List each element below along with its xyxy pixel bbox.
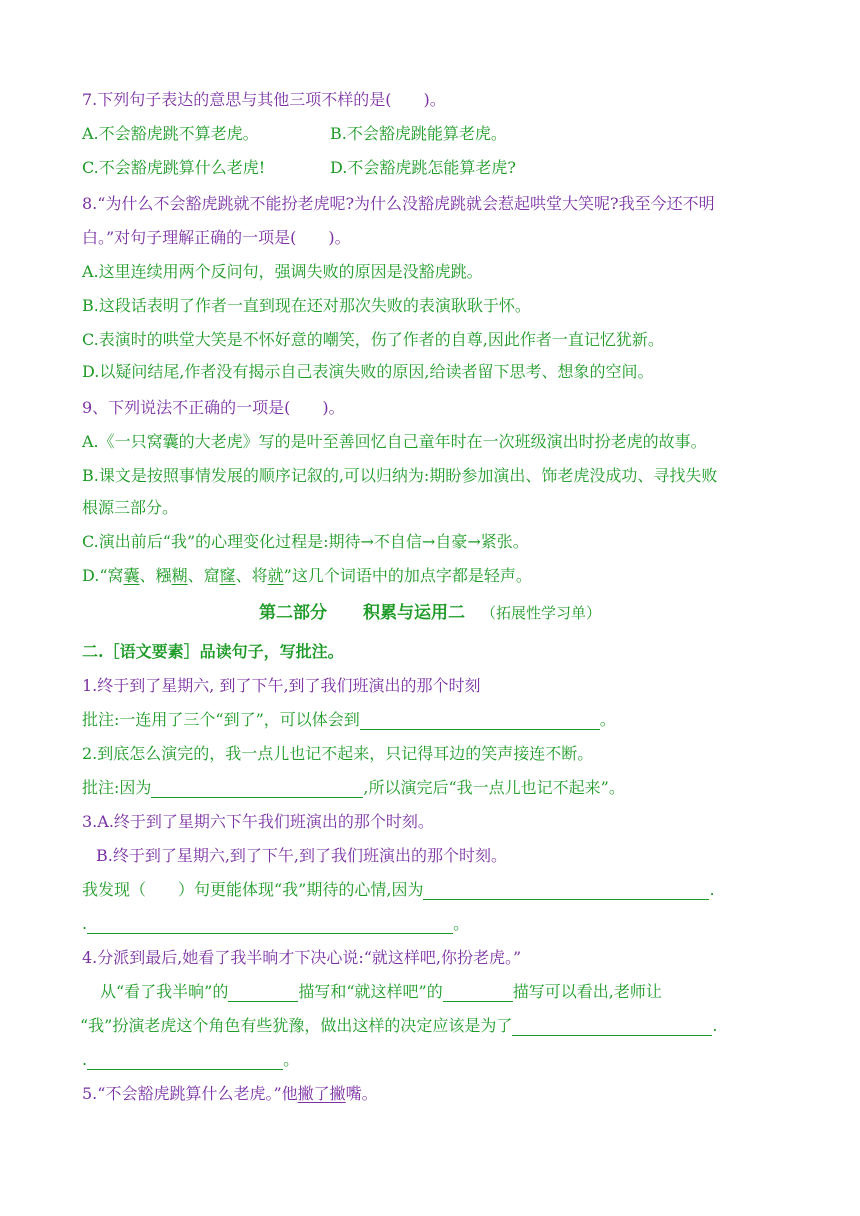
- item4-text-f: .: [82, 1050, 88, 1069]
- q9-d-text: D.“窝: [82, 566, 124, 585]
- q7-option-b[interactable]: B.不会豁虎跳能算老虎。: [330, 124, 507, 143]
- item4-text-e: .: [712, 1016, 718, 1035]
- item4-blank-1[interactable]: [228, 985, 298, 1002]
- q9-stem: 9、下列说法不正确的一项是( )。: [82, 398, 345, 417]
- item5-text: 5.“不会豁虎跳算什么老虎。”他: [82, 1084, 298, 1103]
- item2-note-suffix: ,所以演完后“我一点儿也记不起来”。: [363, 778, 625, 797]
- item2-answer-blank[interactable]: [151, 781, 363, 798]
- q9-option-a[interactable]: A.《一只窝囊的大老虎》写的是叶至善回忆自己童年时在一次班级演出时扮老虎的故事。: [82, 432, 707, 451]
- item2-note-prefix: 批注:因为: [82, 778, 152, 797]
- q9-d-dotted-char: 囊: [123, 566, 140, 585]
- q9-d-dotted-char: 就: [267, 566, 284, 585]
- item3-question-suffix: .: [709, 880, 715, 899]
- q8-stem-line1: 8.“为什么不会豁虎跳就不能扮老虎呢?为什么没豁虎跳就会惹起哄堂大笑呢?我至今还不明: [82, 194, 715, 213]
- q7-option-d[interactable]: D.不会豁虎跳怎能算老虎?: [330, 158, 516, 177]
- item4-text-a: 从“看了我半晌”的: [100, 982, 229, 1001]
- q9-d-text: 、窟: [187, 566, 220, 585]
- q9-option-c[interactable]: C.演出前后“我”的心理变化过程是:期待→不自信→自豪→紧张。: [82, 532, 529, 551]
- item3-question-text: 我发现（ ）句更能体现“我”期待的心情,因为: [82, 880, 424, 899]
- item4-sentence: 4.分派到最后,她看了我半晌才下决心说:“就这样吧,你扮老虎。”: [82, 948, 522, 967]
- item5-sentence: [82, 1084, 378, 1104]
- q9-option-d[interactable]: [82, 566, 532, 586]
- item3-answer-blank-2[interactable]: [87, 917, 453, 934]
- item1-answer-blank[interactable]: [360, 713, 600, 730]
- section-heading: 二.［语文要素］品读句子，写批注。: [82, 642, 344, 661]
- item4-text-g: 。: [283, 1050, 300, 1069]
- item3-question: [82, 880, 715, 900]
- q7-option-c[interactable]: C.不会豁虎跳算什么老虎!: [82, 158, 266, 177]
- q9-d-dotted-char: 糊: [171, 566, 188, 585]
- item1-note-prefix: 批注:一连用了三个“到了”，可以体会到: [82, 710, 360, 729]
- item4-text-d: “我”扮演老虎这个角色有些犹豫，做出这样的决定应该是为了: [80, 1016, 513, 1035]
- item4-text-b: 描写和“就这样吧”的: [298, 982, 443, 1001]
- item3-sentence-b: B.终于到了星期六,到了下午,到了我们班演出的那个时刻。: [96, 846, 508, 865]
- item4-blank-4[interactable]: [87, 1053, 283, 1070]
- item2-annotation: [82, 778, 625, 798]
- q9-d-text: 、糨: [139, 566, 172, 585]
- item5-underlined-word: 撇了: [297, 1084, 330, 1103]
- q7-stem: 7.下列句子表达的意思与其他三项不样的是( )。: [82, 90, 446, 109]
- q8-option-d[interactable]: D.以疑问结尾,作者没有揭示自己表演失败的原因,给读者留下思考、想象的空间。: [82, 362, 654, 381]
- item4-blank-2[interactable]: [443, 985, 513, 1002]
- section-title-part: 第二部分: [258, 603, 327, 623]
- item1-note-suffix: 。: [599, 710, 616, 729]
- section-title-name: 积累与运用二: [362, 603, 465, 623]
- item3-line2-prefix: .: [82, 914, 88, 933]
- item3-answer-blank[interactable]: [423, 883, 709, 900]
- q8-option-b[interactable]: B.这段话表明了作者一直到现在还对那次失败的表演耿耿于怀。: [82, 296, 531, 315]
- item4-question-line2: [80, 1016, 717, 1036]
- q9-option-b-line1[interactable]: B.课文是按照事情发展的顺序记叙的,可以归纳为:期盼参加演出、饰老虎没成功、寻找失败: [82, 466, 718, 485]
- item3-sentence-a: 3.A.终于到了星期六下午我们班演出的那个时刻。: [82, 812, 434, 831]
- q8-stem-line2: 白。”对句子理解正确的一项是( )。: [82, 228, 351, 247]
- q8-option-a[interactable]: A.这里连续用两个反问句，强调失败的原因是没豁虎跳。: [82, 262, 483, 281]
- section-subtitle: （拓展性学习单）: [480, 604, 601, 622]
- item3-line2-suffix: 。: [453, 914, 470, 933]
- item1-sentence: 1.终于到了星期六, 到了下午,到了我们班演出的那个时刻: [82, 676, 481, 695]
- q9-option-b-line2: 根源三部分。: [82, 498, 179, 517]
- q8-option-c[interactable]: C.表演时的哄堂大笑是不怀好意的嘲笑，伤了作者的自尊,因此作者一直记忆犹新。: [82, 330, 664, 349]
- item1-annotation: [82, 710, 616, 730]
- q9-d-dotted-char: 窿: [219, 566, 236, 585]
- item4-question-line3: [82, 1050, 299, 1070]
- q9-d-text: 、将: [235, 566, 268, 585]
- item4-question-line1: [100, 982, 662, 1002]
- section-title: [0, 598, 860, 623]
- q9-d-text: ”这几个词语中的加点字都是轻声。: [283, 566, 532, 585]
- item4-blank-3[interactable]: [512, 1019, 712, 1036]
- q7-option-a[interactable]: A.不会豁虎跳不算老虎。: [82, 124, 259, 143]
- item5-text-end: 嘴。: [345, 1084, 378, 1103]
- item3-question-line2: [82, 914, 469, 934]
- item4-text-c: 描写可以看出,老师让: [512, 982, 662, 1001]
- item5-underlined-word: 撇: [329, 1084, 346, 1103]
- item2-sentence: 2.到底怎么演完的，我一点儿也记不起来，只记得耳边的笑声接连不断。: [82, 744, 594, 763]
